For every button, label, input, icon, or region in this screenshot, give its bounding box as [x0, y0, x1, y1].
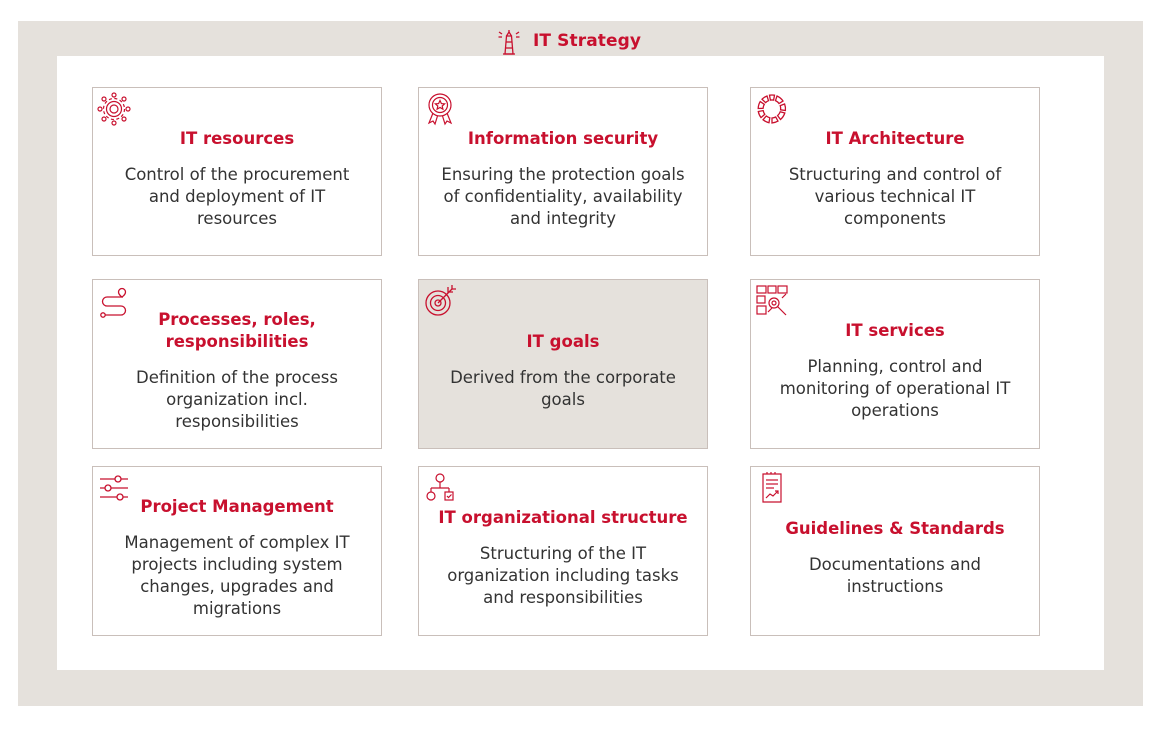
card-it-services: [750, 279, 1040, 449]
card-description: Structuring and control of various technical IT components: [788, 164, 1002, 228]
card-description: Definition of the process organization incl. responsibilities: [135, 368, 339, 431]
gear-network-icon: [97, 92, 131, 126]
target-icon: [423, 284, 457, 318]
sliders-icon: [97, 471, 131, 505]
card-title: IT resources: [179, 128, 295, 148]
org-chart-icon: [423, 471, 457, 505]
segmented-ring-icon: [755, 92, 789, 126]
card-title: IT Architecture: [825, 128, 965, 148]
service-tools-icon: [755, 284, 789, 318]
lighthouse-icon: [497, 27, 521, 55]
card-description: Derived from the corporate goals: [450, 368, 676, 409]
card-description: Ensuring the protection goals of confidentiality, availability and integrity: [441, 164, 685, 228]
card-it-goals: [418, 279, 708, 449]
card-description: Management of complex IT projects including system changes, upgrades and migrations: [124, 533, 350, 618]
header-title-label: IT Strategy: [533, 31, 642, 51]
card-it-org-structure: [418, 466, 708, 636]
card-description: Control of the procurement and deployment of IT resources: [124, 164, 350, 228]
card-title: Processes, roles, responsibilities: [158, 310, 316, 351]
award-badge-icon: [423, 92, 457, 126]
card-description: Documentations and instructions: [808, 555, 982, 596]
card-title: Information security: [467, 128, 659, 148]
card-title: IT services: [845, 321, 945, 340]
route-path-icon: [97, 284, 131, 318]
card-description: Planning, control and monitoring of operational IT operations: [779, 357, 1011, 420]
card-it-resources: [92, 87, 382, 256]
card-title: IT goals: [526, 332, 600, 351]
header-title: [497, 26, 641, 56]
card-description: Structuring of the IT organization including tasks and responsibilities: [447, 544, 679, 607]
document-chart-icon: [755, 471, 789, 505]
card-information-security: [418, 87, 708, 256]
card-title: IT organizational structure: [438, 508, 688, 527]
card-title: Project Management: [140, 497, 334, 516]
card-it-architecture: [750, 87, 1040, 256]
card-processes-roles: [92, 279, 382, 449]
card-project-management: [92, 466, 382, 636]
card-guidelines-standards: [750, 466, 1040, 636]
card-title: Guidelines & Standards: [785, 519, 1005, 538]
